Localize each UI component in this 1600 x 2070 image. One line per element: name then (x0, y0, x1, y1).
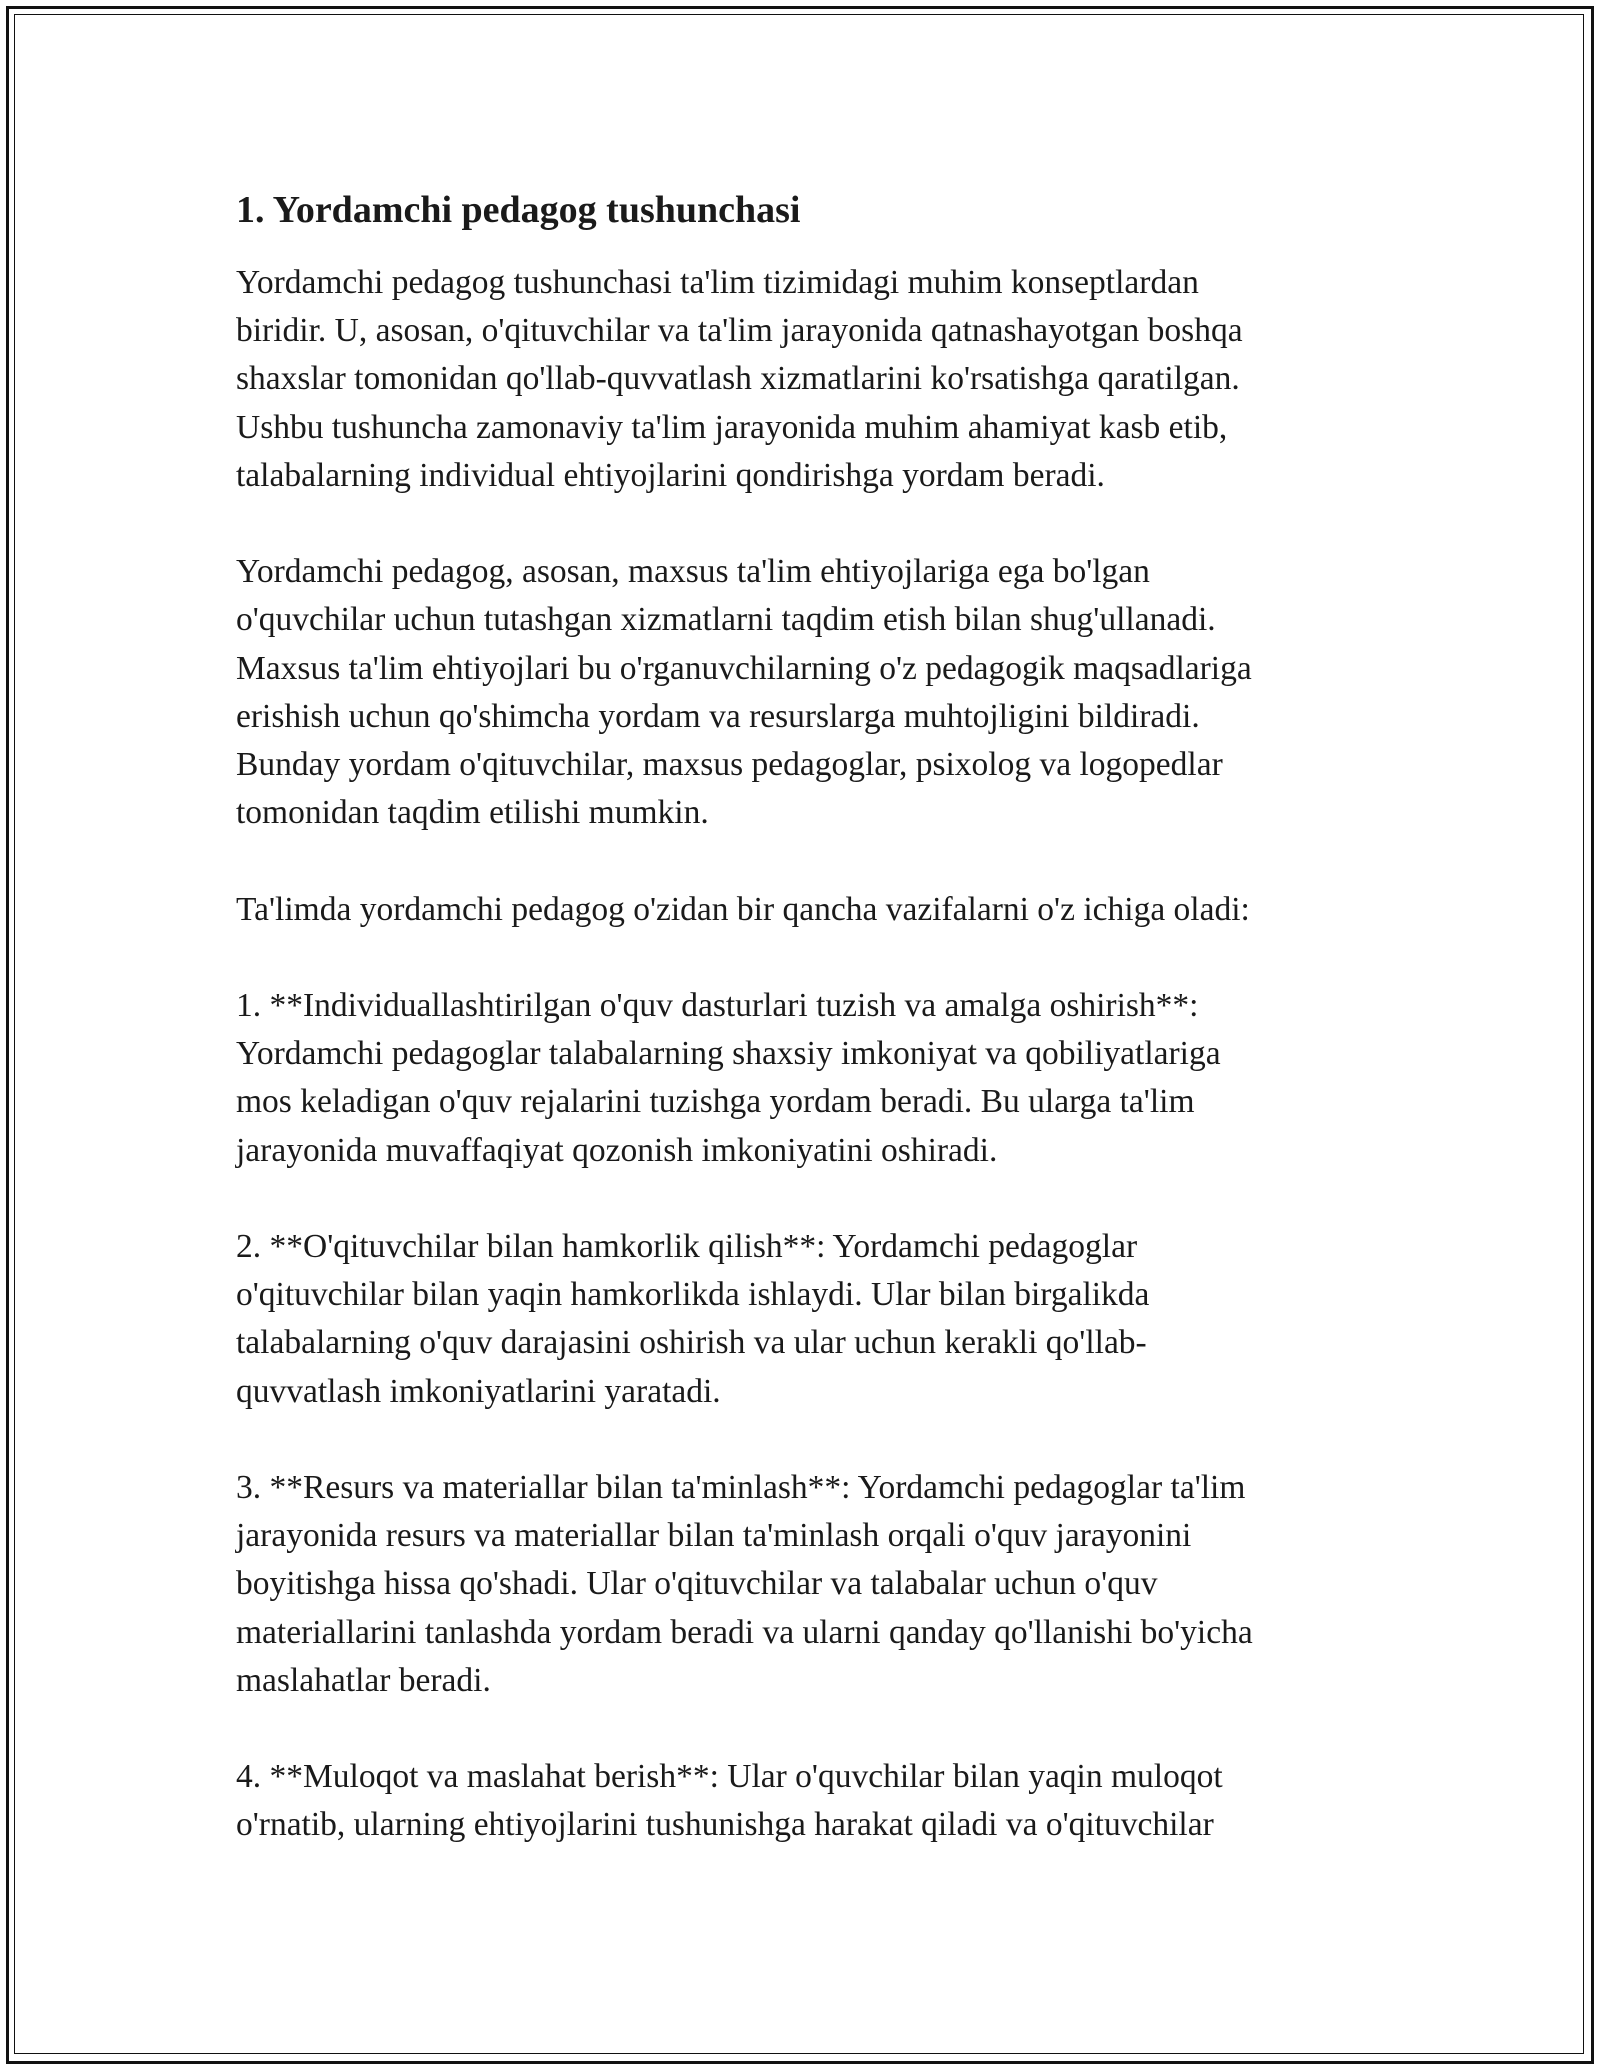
text-line: shaxslar tomonidan qo'llab-quvvatlash xizmatlarini ko'rsatishga qaratilgan. (236, 360, 1240, 398)
text-line: boyitishga hissa qo'shadi. Ular o'qituvchilar va talabalar uchun o'quv (236, 1565, 1158, 1603)
text-line: Yordamchi pedagog, asosan, maxsus ta'lim ehtiyojlariga ega bo'lgan (236, 553, 1150, 591)
text-line: biridir. U, asosan, o'qituvchilar va ta'lim jarayonida qatnashayotgan boshqa (236, 312, 1243, 350)
text-line: mos keladigan o'quv rejalarini tuzishga yordam beradi. Bu ularga ta'lim (236, 1083, 1195, 1121)
list-item-2 (236, 1223, 1366, 1416)
text-line: 1. **Individuallashtirilgan o'quv dasturlari tuzish va amalga oshirish**: (236, 987, 1199, 1024)
text-line: tomonidan taqdim etilishi mumkin. (236, 794, 709, 832)
text-line: Bunday yordam o'qituvchilar, maxsus pedagoglar, psixolog va logopedlar (236, 746, 1223, 784)
text-line: jarayonida muvaffaqiyat qozonish imkoniyatini oshiradi. (236, 1131, 998, 1169)
paragraph-tasks-intro (236, 886, 1366, 934)
text-line: quvvatlash imkoniyatlarini yaratadi. (236, 1372, 721, 1410)
paragraph-intro (236, 259, 1366, 500)
text-line: o'quvchilar uchun tutashgan xizmatlarni taqdim etish bilan shug'ullanadi. (236, 601, 1216, 639)
text-line: Maxsus ta'lim ehtiyojlari bu o'rganuvchilarning o'z pedagogik maqsadlariga (236, 649, 1252, 687)
text-line: maslahatlar beradi. (236, 1661, 491, 1699)
text-line: Ta'limda yordamchi pedagog o'zidan bir qancha vazifalarni o'z ichiga oladi: (236, 890, 1250, 928)
text-line: Yordamchi pedagoglar talabalarning shaxsiy imkoniyat va qobiliyatlariga (236, 1035, 1221, 1073)
text-line: o'qituvchilar bilan yaqin hamkorlikda ishlaydi. Ular bilan birgalikda (236, 1276, 1150, 1314)
document-page (236, 186, 1366, 1898)
text-line: jarayonida resurs va materiallar bilan ta'minlash orqali o'quv jarayonini (236, 1517, 1192, 1555)
text-line: talabalarning o'quv darajasini oshirish va ular uchun kerakli qo'llab- (236, 1324, 1147, 1362)
text-line: materiallarini tanlashda yordam beradi va ularni qanday qo'llanishi bo'yicha (236, 1613, 1253, 1651)
text-line: erishish uchun qo'shimcha yordam va resurslarga muhtojligini bildiradi. (236, 697, 1200, 735)
text-line: talabalarning individual ehtiyojlarini qondirishga yordam beradi. (236, 456, 1105, 494)
text-line: 3. **Resurs va materiallar bilan ta'minlash**: Yordamchi pedagoglar ta'lim (236, 1469, 1246, 1506)
text-line: Ushbu tushuncha zamonaviy ta'lim jarayonida muhim ahamiyat kasb etib, (236, 408, 1228, 446)
section-title: 1. Yordamchi pedagog tushunchasi (236, 189, 801, 231)
list-item-4 (236, 1753, 1366, 1849)
list-item-1 (236, 982, 1366, 1175)
text-line: 4. **Muloqot va maslahat berish**: Ular o'quvchilar bilan yaqin muloqot (236, 1758, 1223, 1796)
text-line: 2. **O'qituvchilar bilan hamkorlik qilish**: Yordamchi pedagoglar (236, 1228, 1138, 1265)
list-item-3 (236, 1464, 1366, 1705)
text-line: o'rnatib, ularning ehtiyojlarini tushunishga harakat qiladi va o'qituvchilar (236, 1806, 1214, 1844)
text-line: Yordamchi pedagog tushunchasi ta'lim tizimidagi muhim konseptlardan (236, 264, 1199, 301)
paragraph-special-needs (236, 548, 1366, 837)
